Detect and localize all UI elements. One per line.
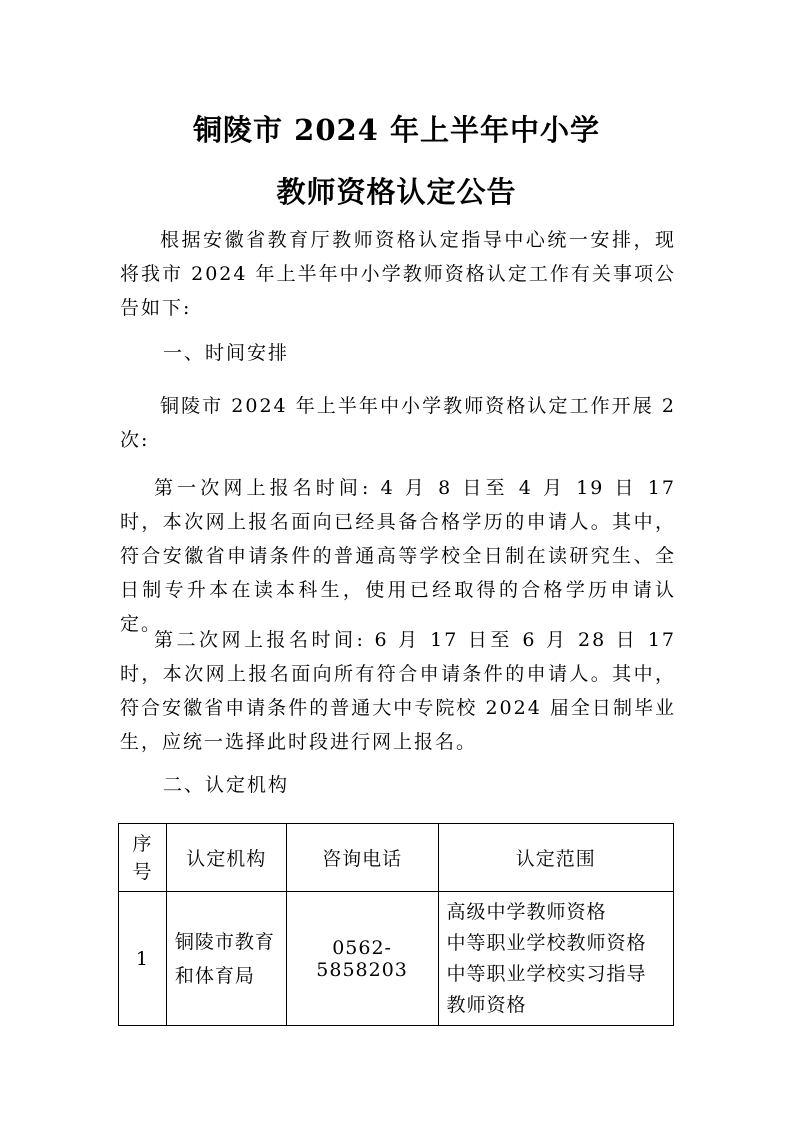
header-serial-number-line2: 号 xyxy=(132,860,153,883)
header-scope: 认定范围 xyxy=(438,824,673,892)
header-serial-number xyxy=(119,824,167,892)
cell-institution: 铜陵市教育和体育局 xyxy=(166,892,286,1026)
scope-item: 中等职业学校教师资格 xyxy=(446,931,647,954)
scope-item: 教师资格 xyxy=(446,993,527,1016)
schedule-paragraph-second-round: 第二次网上报名时间: 6 月 17 日至 6 月 28 日 17 时，本次网上报名面向所有符合申请条件的申请人。其中，符合安徽省申请条件的普通大中专院校 2024 届全日制毕业生，应统一选择此时段进行网上报名。 xyxy=(120,629,676,753)
document-title-line2: 教师资格认定公告 xyxy=(276,175,517,209)
cell-serial-number: 1 xyxy=(119,892,167,1026)
table-row xyxy=(119,892,674,1026)
schedule-paragraph-1: 铜陵市 2024 年上半年中小学教师资格认定工作开展 2 次: xyxy=(120,395,676,451)
institution-table xyxy=(118,823,674,1026)
cell-scope xyxy=(438,892,673,1026)
schedule-paragraph-first-round: 第一次网上报名时间: 4 月 8 日至 4 月 19 日 17 时，本次网上报名面向已经具备合格学历的申请人。其中，符合安徽省申请条件的普通高等学校全日制在读研究生、全日制专升本在读本科生，使用已经取得的合格学历申请认定。 xyxy=(120,477,676,635)
intro-paragraph: 根据安徽省教育厅教师资格认定指导中心统一安排，现将我市 2024 年上半年中小学教师资格认定工作有关事项公告如下: xyxy=(120,229,676,319)
section-heading-institutions: 二、认定机构 xyxy=(163,774,290,796)
cell-phone: 0562-5858203 xyxy=(286,892,438,1026)
header-phone: 咨询电话 xyxy=(286,824,438,892)
section-heading-schedule: 一、时间安排 xyxy=(163,342,290,364)
scope-item: 中等职业学校实习指导 xyxy=(446,962,647,985)
header-institution: 认定机构 xyxy=(166,824,286,892)
table-header-row xyxy=(119,824,674,892)
document-title-line1: 铜陵市 2024 年上半年中小学 xyxy=(193,113,600,147)
header-serial-number-line1: 序 xyxy=(132,832,153,855)
scope-item: 高级中学教师资格 xyxy=(446,900,607,923)
